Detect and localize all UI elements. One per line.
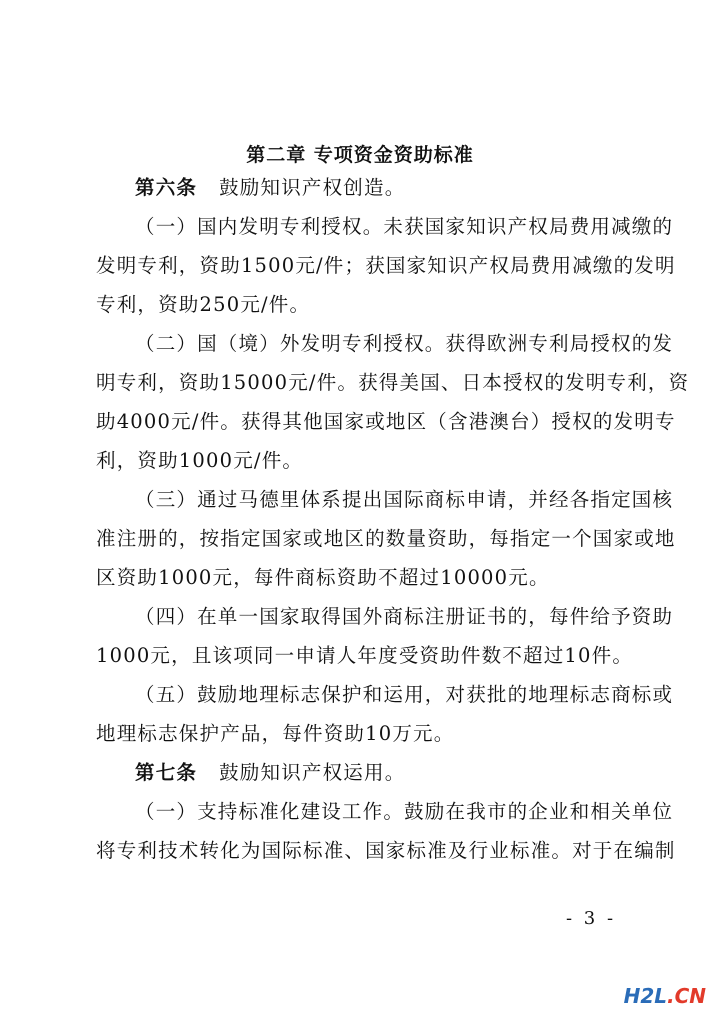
watermark-cn: .CN bbox=[666, 984, 706, 1008]
paragraph-line: （二）国（境）外发明专利授权。获得欧洲专利局授权的发 bbox=[135, 332, 674, 355]
paragraph-line: 利，资助1000元/件。 bbox=[96, 449, 304, 472]
article-6-line bbox=[135, 175, 675, 201]
paragraph-line: 助4000元/件。获得其他国家或地区（含港澳台）授权的发明专 bbox=[96, 410, 676, 433]
watermark-h2l: H2L bbox=[623, 984, 667, 1008]
article-7-heading: 第七条 bbox=[135, 761, 198, 784]
article-7-text: 鼓励知识产权运用。 bbox=[219, 761, 406, 784]
paragraph-line: （一）国内发明专利授权。未获国家知识产权局费用减缴的 bbox=[135, 215, 674, 238]
paragraph-line: 准注册的，按指定国家或地区的数量资助，每指定一个国家或地 bbox=[96, 527, 676, 550]
paragraph-line: 发明专利，资助1500元/件；获国家知识产权局费用减缴的发明 bbox=[96, 254, 676, 277]
article-6-text: 鼓励知识产权创造。 bbox=[219, 176, 406, 199]
paragraph-line: 区资助1000元，每件商标资助不超过10000元。 bbox=[96, 566, 550, 589]
paragraph-line: 地理标志保护产品，每件资助10万元。 bbox=[96, 722, 455, 745]
paragraph-line: 专利，资助250元/件。 bbox=[96, 293, 311, 316]
paragraph-line: （三）通过马德里体系提出国际商标申请，并经各指定国核 bbox=[135, 488, 674, 511]
paragraph-line: 1000元，且该项同一申请人年度受资助件数不超过10件。 bbox=[96, 644, 634, 667]
article-7-line bbox=[135, 760, 675, 786]
paragraph-line: （一）支持标准化建设工作。鼓励在我市的企业和相关单位 bbox=[135, 800, 674, 823]
site-watermark bbox=[624, 984, 706, 1008]
page-number: - 3 - bbox=[566, 908, 617, 929]
article-6-heading: 第六条 bbox=[135, 176, 198, 199]
paragraph-line: 明专利，资助15000元/件。获得美国、日本授权的发明专利，资 bbox=[96, 371, 690, 394]
paragraph-line: （四）在单一国家取得国外商标注册证书的，每件给予资助 bbox=[135, 605, 674, 628]
paragraph-line: （五）鼓励地理标志保护和运用，对获批的地理标志商标或 bbox=[135, 683, 674, 706]
paragraph-line: 将专利技术转化为国际标准、国家标准及行业标准。对于在编制 bbox=[96, 839, 676, 862]
chapter-title: 第二章 专项资金资助标准 bbox=[246, 144, 474, 166]
